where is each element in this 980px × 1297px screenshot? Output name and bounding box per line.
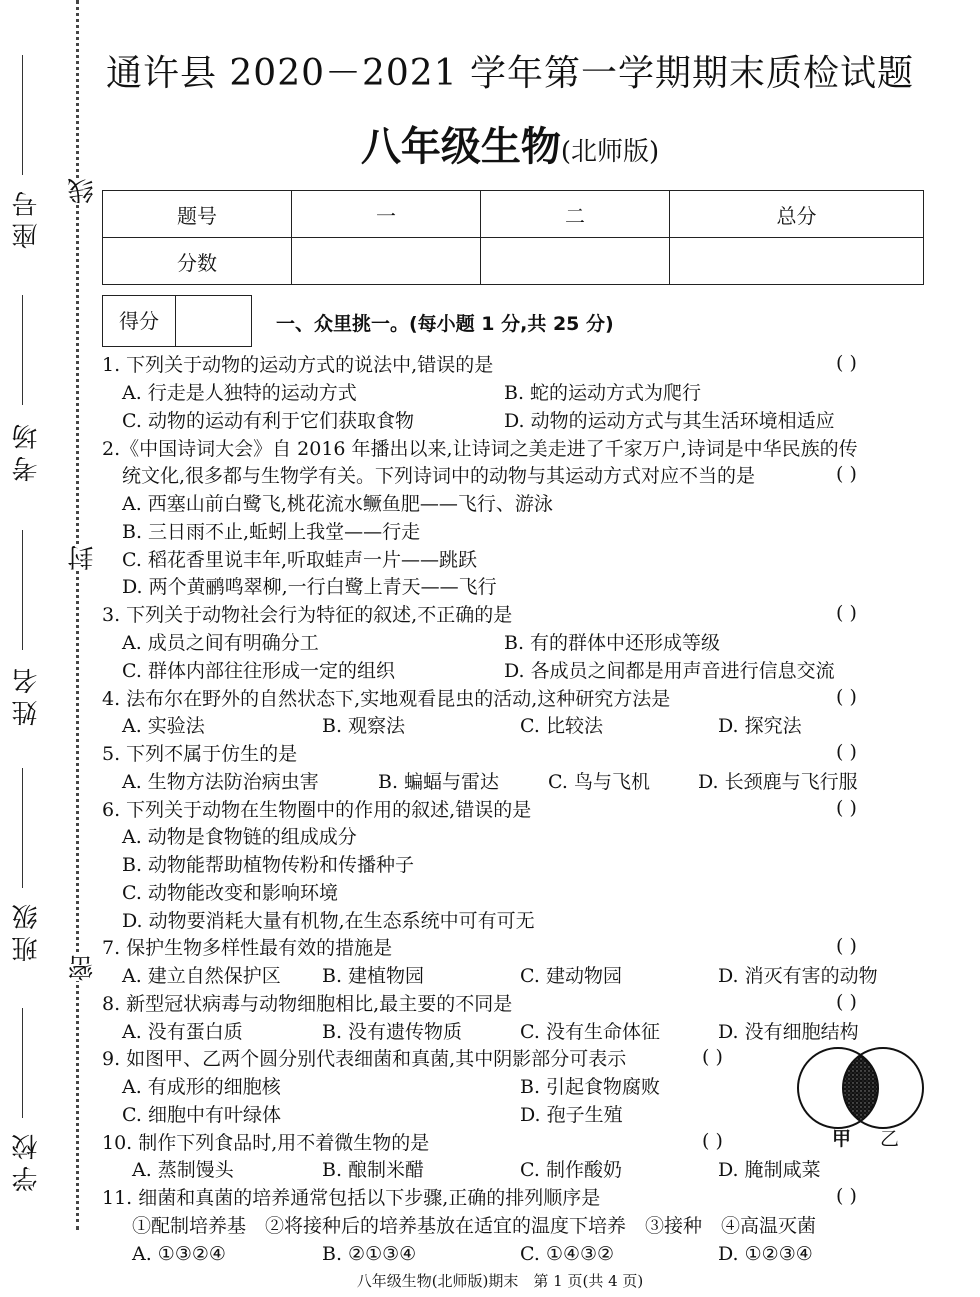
page-footer: 八年级生物(北师版)期末 第 1 页(共 4 页) [356,1272,644,1290]
q7-option-d: D. 消灭有害的动物 [718,965,878,987]
name-label: 姓名 [12,662,42,726]
q9-option-c: C. 细胞中有叶绿体 [122,1104,281,1126]
q3-option-c: C. 群体内部往往形成一定的组织 [122,660,395,682]
q4-option-c: C. 比较法 [520,715,603,737]
score-cell[interactable] [292,238,481,285]
q1-stem: 1. 下列关于动物的运动方式的说法中,错误的是 [102,354,494,376]
q2-option-c: C. 稻花香里说丰年,听取蛙声一片——跳跃 [122,549,477,571]
answer-paren[interactable]: ( ) [836,352,857,374]
q11-stem: 11. 细菌和真菌的培养通常包括以下步骤,正确的排列顺序是 [102,1187,601,1209]
seal-seal-char: 封 [64,545,101,571]
exam-subtitle [0,115,980,172]
name-line [22,530,23,650]
q6-stem: 6. 下列关于动物在生物圈中的作用的叙述,错误的是 [102,799,532,821]
q5-stem: 5. 下列不属于仿生的是 [102,743,298,765]
q10-stem: 10. 制作下列食品时,用不着微生物的是 [102,1132,430,1154]
answer-paren[interactable]: ( ) [836,602,857,624]
score-table-row-label: 分数 [103,238,292,285]
q9-stem: 9. 如图甲、乙两个圆分别代表细菌和真菌,其中阴影部分可表示 [102,1048,627,1070]
q8-option-c: C. 没有生命体征 [520,1021,660,1043]
q11-option-d: D. ①②③④ [718,1243,813,1265]
q10-option-b: B. 酿制米醋 [322,1159,425,1181]
q7-option-a: A. 建立自然保护区 [122,965,281,987]
answer-paren[interactable]: ( ) [836,991,857,1013]
q3-option-b: B. 有的群体中还形成等级 [504,632,721,654]
q10-option-c: C. 制作酸奶 [520,1159,622,1181]
q7-stem: 7. 保护生物多样性最有效的措施是 [102,937,393,959]
q8-option-d: D. 没有细胞结构 [718,1021,859,1043]
q9-option-b: B. 引起食物腐败 [520,1076,661,1098]
q3-option-d: D. 各成员之间都是用声音进行信息交流 [504,660,835,682]
q8-option-b: B. 没有遗传物质 [322,1021,463,1043]
q9-option-d: D. 孢子生殖 [520,1104,623,1126]
q2-option-a: A. 西塞山前白鹭飞,桃花流水鳜鱼肥——飞行、游泳 [122,493,553,515]
q2-option-b: B. 三日雨不止,蚯蚓上我堂——行走 [122,521,421,543]
score-table-header: 题号 [103,191,292,238]
q4-option-a: A. 实验法 [122,715,205,737]
class-line [22,768,23,888]
q6-option-a: A. 动物是食物链的组成成分 [122,826,357,848]
q8-stem: 8. 新型冠状病毒与动物细胞相比,最主要的不同是 [102,993,513,1015]
q10-option-a: A. 蒸制馒头 [132,1159,234,1181]
answer-paren[interactable]: ( ) [836,935,857,957]
q2-option-d: D. 两个黄鹂鸣翠柳,一行白鹭上青天——飞行 [122,576,497,598]
seat-label: 座号 [12,185,42,249]
q10-option-d: D. 腌制咸菜 [718,1159,821,1181]
section-score-box [102,295,252,347]
answer-paren[interactable]: ( ) [836,741,857,763]
q4-option-d: D. 探究法 [718,715,802,737]
q1-option-d: D. 动物的运动方式与其生活环境相适应 [504,410,835,432]
answer-paren[interactable]: ( ) [836,463,857,485]
q5-option-c: C. 鸟与飞机 [548,771,650,793]
q7-option-b: B. 建植物园 [322,965,425,987]
score-table-header: 一 [292,191,481,238]
q1-option-c: C. 动物的运动有利于它们获取食物 [122,410,414,432]
q11-steps: ①配制培养基 ②将接种后的培养基放在适宜的温度下培养 ③接种 ④高温灭菌 [132,1215,817,1237]
q3-option-a: A. 成员之间有明确分工 [122,632,319,654]
score-table-header: 总分 [670,191,924,238]
venn-diagram [796,1046,926,1130]
seal-line-char: 线 [64,178,101,204]
class-label: 班级 [12,898,42,962]
edition-label: (北师版) [560,137,660,167]
q11-option-b: B. ②①③④ [322,1243,417,1265]
q2-stem-line1: 2.《中国诗词大会》自 2016 年播出以来,让诗词之美走进了千家万户,诗词是中华民族的传 [102,438,858,460]
venn-label-right: 乙 [880,1128,900,1150]
subject-name: 八年级生物 [360,123,561,170]
answer-paren[interactable]: ( ) [836,686,857,708]
q5-option-a: A. 生物方法防治病虫害 [122,771,319,793]
q4-option-b: B. 观察法 [322,715,406,737]
school-label: 学校 [12,1128,42,1192]
score-cell[interactable] [670,238,924,285]
venn-label-left: 甲 [832,1128,852,1150]
school-line [22,1008,23,1118]
score-cell[interactable] [481,238,670,285]
room-line [22,295,23,405]
q11-option-a: A. ①③②④ [132,1243,226,1265]
q2-stem-line2: 统文化,很多都与生物学有关。下列诗词中的动物与其运动方式对应不当的是 [122,465,756,487]
score-table-header: 二 [481,191,670,238]
q11-option-c: C. ①④③② [520,1243,615,1265]
answer-paren[interactable]: ( ) [836,797,857,819]
q4-stem: 4. 法布尔在野外的自然状态下,实地观看昆虫的活动,这种研究方法是 [102,688,671,710]
section-heading: 一、众里挑一。(每小题 1 分,共 25 分) [276,313,614,335]
q3-stem: 3. 下列关于动物社会行为特征的叙述,不正确的是 [102,604,513,626]
answer-paren[interactable]: ( ) [702,1046,723,1068]
answer-paren[interactable]: ( ) [836,1185,857,1207]
q1-option-a: A. 行走是人独特的运动方式 [122,382,357,404]
q5-option-b: B. 蝙蝠与雷达 [378,771,500,793]
q6-option-d: D. 动物要消耗大量有机物,在生态系统中可有可无 [122,910,535,932]
q6-option-b: B. 动物能帮助植物传粉和传播种子 [122,854,415,876]
q7-option-c: C. 建动物园 [520,965,622,987]
q5-option-d: D. 长颈鹿与飞行服 [698,771,858,793]
section-score-label: 得分 [103,296,176,346]
score-table [102,190,924,285]
q6-option-c: C. 动物能改变和影响环境 [122,882,338,904]
exam-title: 通许县 2020－2021 学年第一学期期末质检试题 [105,53,915,94]
q9-option-a: A. 有成形的细胞核 [122,1076,281,1098]
room-label: 考场 [12,418,42,482]
seal-secret-char: 密 [64,955,101,981]
q1-option-b: B. 蛇的运动方式为爬行 [504,382,702,404]
q8-option-a: A. 没有蛋白质 [122,1021,243,1043]
answer-paren[interactable]: ( ) [702,1130,723,1152]
